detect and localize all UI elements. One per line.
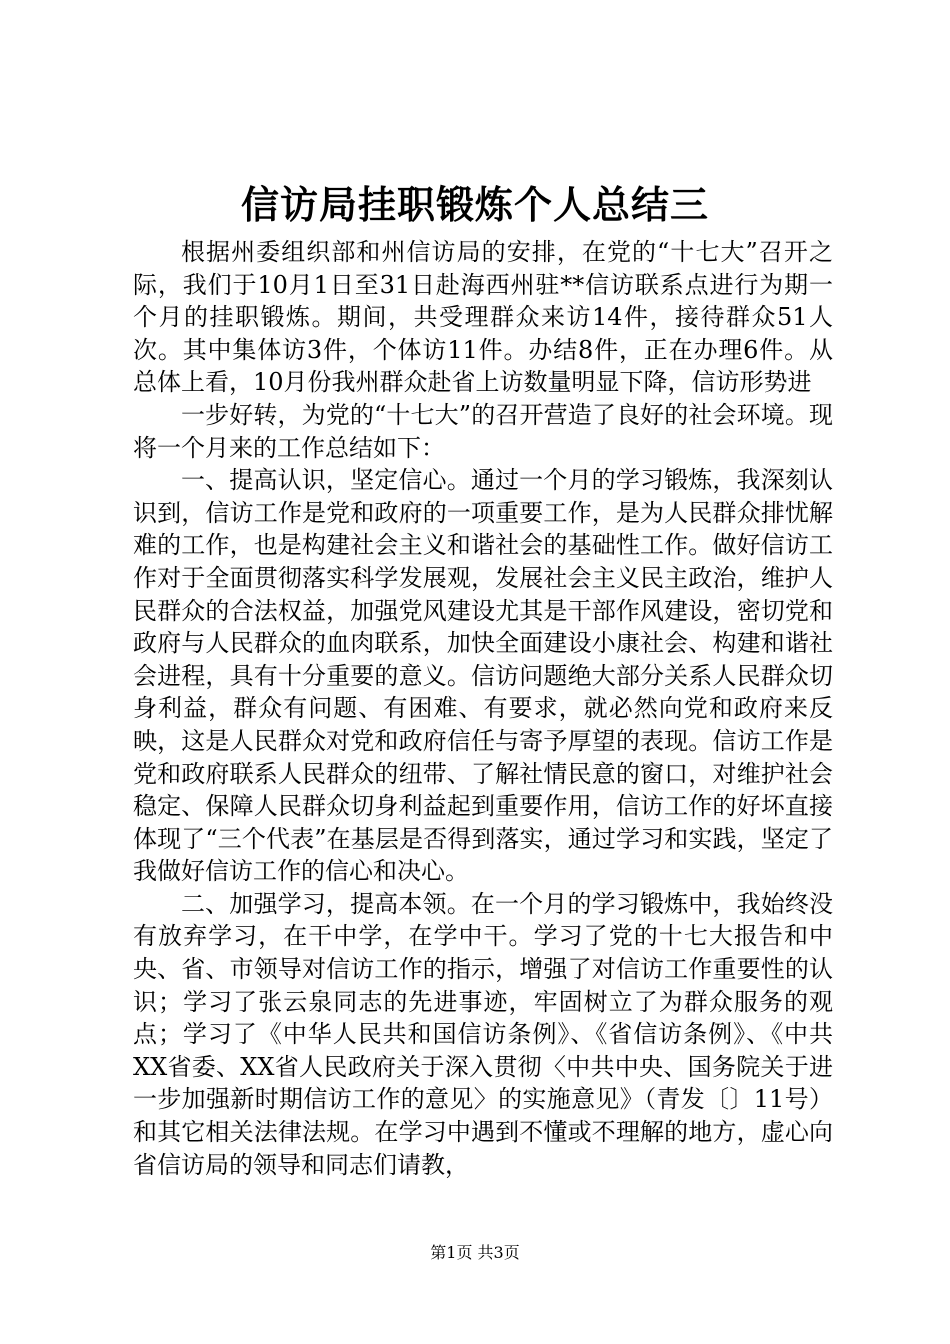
document-title: 信访局挂职锻炼个人总结三: [240, 182, 709, 227]
paragraph-2: 一步好转，为党的“十七大”的召开营造了良好的社会环境。现将一个月来的工作总结如下：: [133, 400, 833, 462]
paragraph-1: 根据州委组织部和州信访局的安排，在党的“十七大”召开之际，我们于10月1日至31日赴海西州驻**信访联系点进行为期一个月的挂职锻炼。期间，共受理群众来访14件，接待群众51人次。其中集体访3件，个体访11件。办结8件，正在办理6件。从总体上看，10月份我州群众赴省上访数量明显下降，信访形势进: [133, 238, 833, 397]
paragraph-4: 二、加强学习，提高本领。在一个月的学习锻炼中，我始终没有放弃学习，在干中学，在学中干。学习了党的十七大报告和中央、省、市领导对信访工作的指示，增强了对信访工作重要性的认识；学习了张云泉同志的先进事迹，牢固树立了为群众服务的观点；学习了《中华人民共和国信访条例》、《省信访条例》、《中共XX省委、XX省人民政府关于深入贯彻〈中共中央、国务院关于进一步加强新时期信访工作的意见〉的实施意见》（青发〔〕11号）和其它相关法律法规。在学习中遇到不懂或不理解的地方，虚心向省信访局的领导和同志们请教，: [133, 889, 833, 1179]
paragraph-3: 一、提高认识，坚定信心。通过一个月的学习锻炼，我深刻认识到，信访工作是党和政府的一项重要工作，是为人民群众排忧解难的工作，也是构建社会主义和谐社会的基础性工作。做好信访工作对于全面贯彻落实科学发展观，发展社会主义民主政治，维护人民群众的合法权益，加强党风建设尤其是干部作风建设，密切党和政府与人民群众的血肉联系，加快全面建设小康社会、构建和谐社会进程，具有十分重要的意义。信访问题绝大部分关系人民群众切身利益，群众有问题、有困难、有要求，就必然向党和政府来反映，这是人民群众对党和政府信任与寄予厚望的表现。信访工作是党和政府联系人民群众的纽带、了解社情民意的窗口，对维护社会稳定、保障人民群众切身利益起到重要作用，信访工作的好坏直接体现了“三个代表”在基层是否得到落实，通过学习和实践，坚定了我做好信访工作的信心和决心。: [133, 466, 833, 886]
page-footer: 第1页 共3页: [430, 1243, 520, 1262]
document-body: [133, 236, 833, 1181]
